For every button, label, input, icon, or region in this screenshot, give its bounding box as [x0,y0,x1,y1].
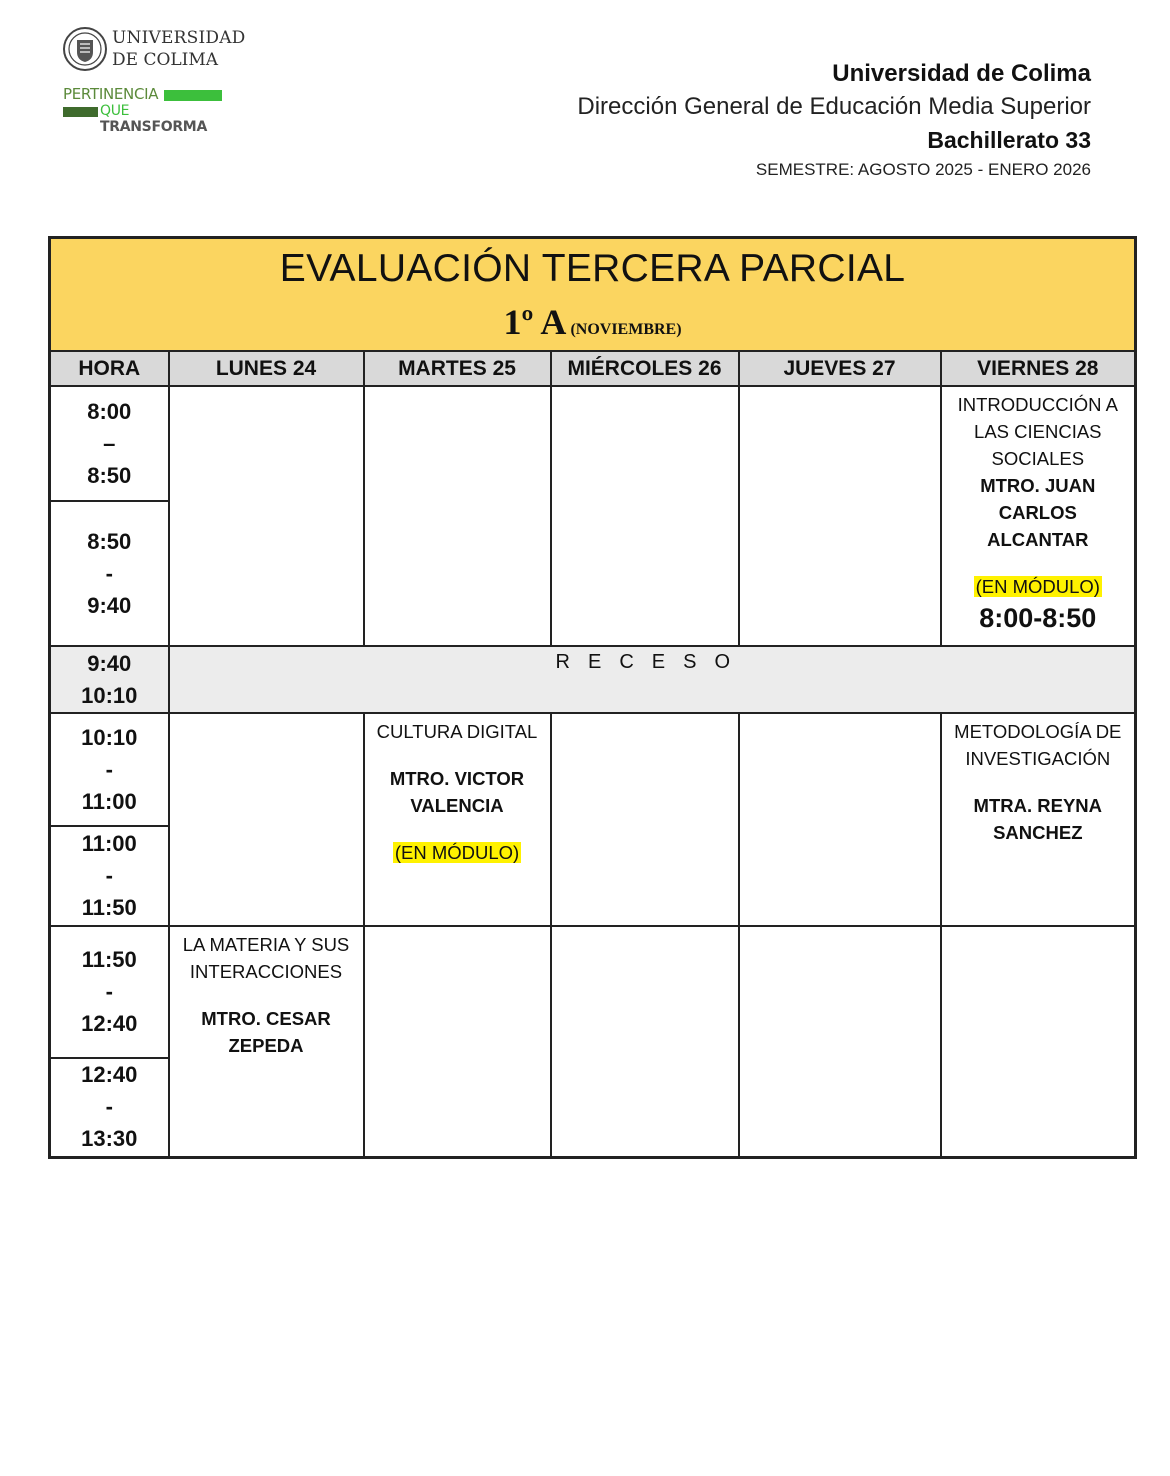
col-jueves: JUEVES 27 [739,351,941,386]
table-row [50,713,1136,826]
document-header [577,58,1091,184]
receso-label: RECESO [169,646,1136,713]
cell-jueves-2 [739,713,941,926]
exam-time: 8:00-8:50 [979,603,1097,633]
logo-name-line1: UNIVERSIDAD [112,28,246,48]
hour-cell: 11:50 - 12:40 [50,926,169,1058]
header-direction: Dirección General de Educación Media Superior [577,93,1091,120]
column-headers [50,351,1136,386]
logo-tagline1: PERTINENCIA [63,85,159,103]
receso-row [50,646,1136,713]
col-miercoles: MIÉRCOLES 26 [551,351,739,386]
hour-cell: 11:00 - 11:50 [50,826,169,926]
col-martes: MARTES 25 [364,351,551,386]
exam-subject: INTRODUCCIÓN A LAS CIENCIAS SOCIALES [957,394,1118,469]
table-row [50,926,1136,1058]
university-seal-icon [62,26,108,72]
cell-lunes-2 [169,713,364,926]
exam-teacher: MTRO. JUAN CARLOS ALCANTAR [980,475,1096,550]
cell-martes-3 [364,926,551,1157]
cell-martes-1 [364,386,551,646]
schedule-title [50,238,1136,352]
logo-name-line2: DE COLIMA [112,50,219,70]
col-lunes: LUNES 24 [169,351,364,386]
header-school: Bachillerato 33 [927,127,1091,153]
cell-miercoles-3 [551,926,739,1157]
cell-jueves-1 [739,386,941,646]
exam-schedule-table [48,236,1137,1159]
hour-cell: 10:10 - 11:00 [50,713,169,826]
exam-teacher: MTRO. CESAR ZEPEDA [201,1008,331,1056]
exam-viernes-1 [941,386,1136,646]
university-logo [60,24,246,135]
hour-cell: 12:40 - 13:30 [50,1058,169,1157]
logo-green-bar [164,90,222,101]
exam-viernes-2 [941,713,1136,926]
header-semester: SEMESTRE: AGOSTO 2025 - ENERO 2026 [755,160,1091,179]
exam-location-note: (EN MÓDULO) [394,842,520,863]
col-viernes: VIERNES 28 [941,351,1136,386]
cell-miercoles-2 [551,713,739,926]
cell-miercoles-1 [551,386,739,646]
exam-subject: LA MATERIA Y SUS INTERACCIONES [182,934,350,982]
header-university: Universidad de Colima [832,60,1091,87]
title-month: (NOVIEMBRE) [570,321,682,338]
hour-cell: 8:00 – 8:50 [50,386,169,501]
hour-cell: 9:40 10:10 [50,646,169,713]
table-row [50,386,1136,501]
exam-martes-2 [364,713,551,926]
logo-dark-green-bar [63,107,98,117]
logo-tagline2: QUE TRANSFORMA [100,103,207,135]
exam-location-note: (EN MÓDULO) [975,576,1100,597]
exam-lunes-3 [169,926,364,1157]
cell-lunes-1 [169,386,364,646]
cell-viernes-3 [941,926,1136,1157]
title-main: EVALUACIÓN TERCERA PARCIAL [279,247,906,290]
exam-subject: CULTURA DIGITAL [376,721,538,742]
cell-jueves-3 [739,926,941,1157]
hour-cell: 8:50 - 9:40 [50,501,169,646]
exam-teacher: MTRO. VICTOR VALENCIA [389,768,525,816]
exam-subject: METODOLOGÍA DE INVESTIGACIÓN [954,721,1122,769]
title-group: 1º A (NOVIEMBRE) [503,302,682,342]
exam-teacher: MTRA. REYNA SANCHEZ [973,795,1103,843]
col-hora: HORA [50,351,169,386]
